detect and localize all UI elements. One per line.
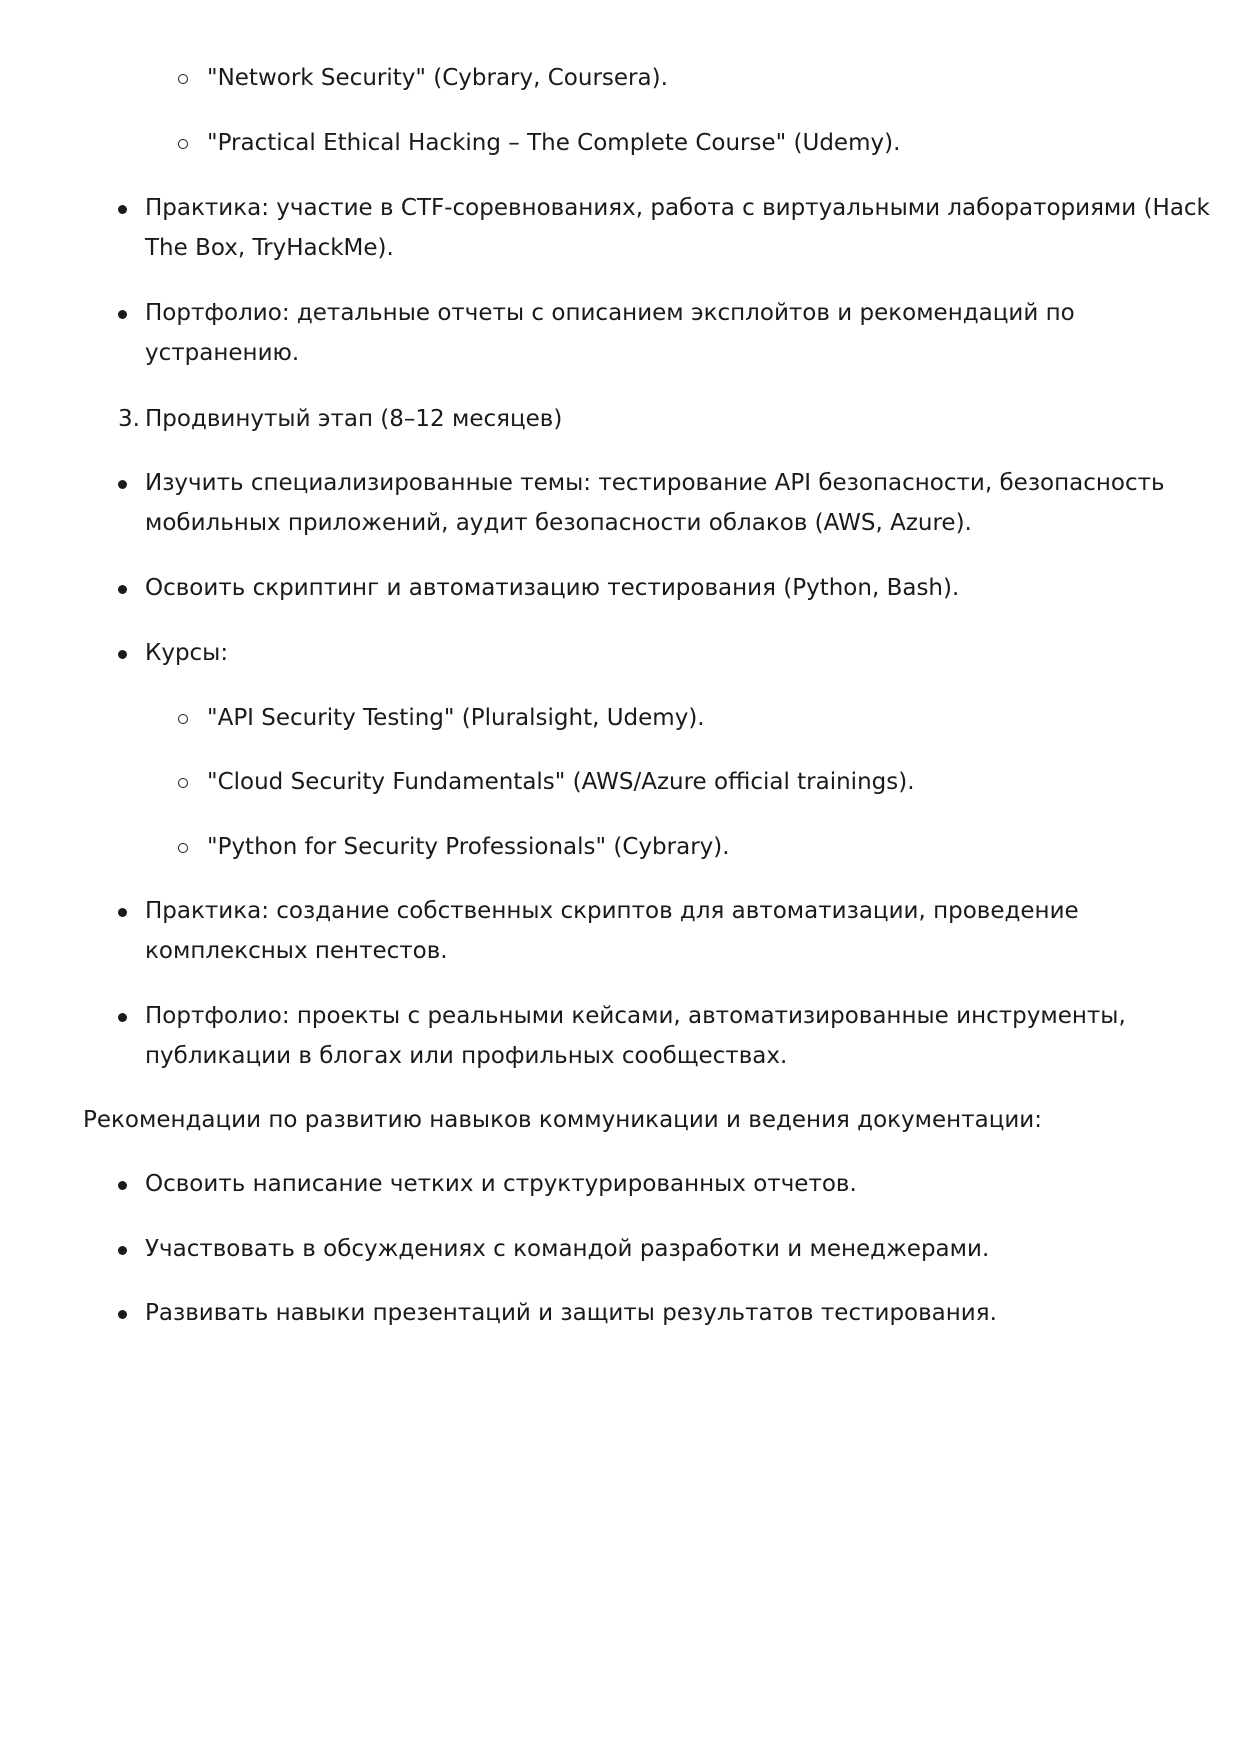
list-item-practice2-line1: Практика: создание собственных скриптов для автоматизации, проведение — [145, 898, 1079, 924]
list-item-portfolio2-line1: Портфолио: проекты с реальными кейсами, автоматизированные инструменты, — [145, 1003, 1126, 1029]
list-item-presentations: Развивать навыки презентаций и защиты результатов тестирования. — [145, 1300, 997, 1326]
list-item-api-security: "API Security Testing" (Pluralsight, Udemy). — [207, 705, 705, 731]
list-item-practice-line2: The Box, TryHackMe). — [145, 235, 394, 261]
list-item-cloud-security: "Cloud Security Fundamentals" (AWS/Azure official trainings). — [207, 769, 915, 795]
bullet-icon — [118, 205, 127, 214]
list-item-practical-ethical-hacking: "Practical Ethical Hacking – The Complete Course" (Udemy). — [207, 130, 901, 156]
list-item-network-security: "Network Security" (Cybrary, Coursera). — [207, 65, 668, 91]
list-item-scripting: Освоить скриптинг и автоматизацию тестирования (Python, Bash). — [145, 575, 960, 601]
bullet-icon — [118, 650, 127, 659]
communication-heading: Рекомендации по развитию навыков коммуникации и ведения документации: — [83, 1107, 1042, 1133]
list-item-portfolio2-line2: публикации в блогах или профильных сообществах. — [145, 1043, 788, 1069]
sub-bullet-icon — [178, 714, 188, 724]
bullet-icon — [118, 1181, 127, 1190]
sub-bullet-icon — [178, 74, 188, 84]
stage-3-heading: Продвинутый этап (8–12 месяцев) — [145, 406, 563, 432]
list-item-courses: Курсы: — [145, 640, 229, 666]
list-item-portfolio-line1: Портфолио: детальные отчеты с описанием эксплойтов и рекомендаций по — [145, 300, 1075, 326]
bullet-icon — [118, 1246, 127, 1255]
ordered-list-number: 3. — [118, 406, 140, 432]
list-item-discussions: Участвовать в обсуждениях с командой разработки и менеджерами. — [145, 1236, 990, 1262]
list-item-practice2-line2: комплексных пентестов. — [145, 938, 448, 964]
bullet-icon — [118, 908, 127, 917]
list-item-reports: Освоить написание четких и структурированных отчетов. — [145, 1171, 857, 1197]
sub-bullet-icon — [178, 778, 188, 788]
bullet-icon — [118, 310, 127, 319]
bullet-icon — [118, 1013, 127, 1022]
list-item-practice-line1: Практика: участие в CTF-соревнованиях, работа с виртуальными лабораториями (Hack — [145, 195, 1210, 221]
sub-bullet-icon — [178, 139, 188, 149]
list-item-portfolio-line2: устранению. — [145, 340, 300, 366]
list-item-study-line2: мобильных приложений, аудит безопасности облаков (AWS, Azure). — [145, 510, 972, 536]
bullet-icon — [118, 1310, 127, 1319]
list-item-study-line1: Изучить специализированные темы: тестирование API безопасности, безопасность — [145, 470, 1165, 496]
sub-bullet-icon — [178, 843, 188, 853]
bullet-icon — [118, 585, 127, 594]
list-item-python-security: "Python for Security Professionals" (Cybrary). — [207, 834, 730, 860]
bullet-icon — [118, 480, 127, 489]
